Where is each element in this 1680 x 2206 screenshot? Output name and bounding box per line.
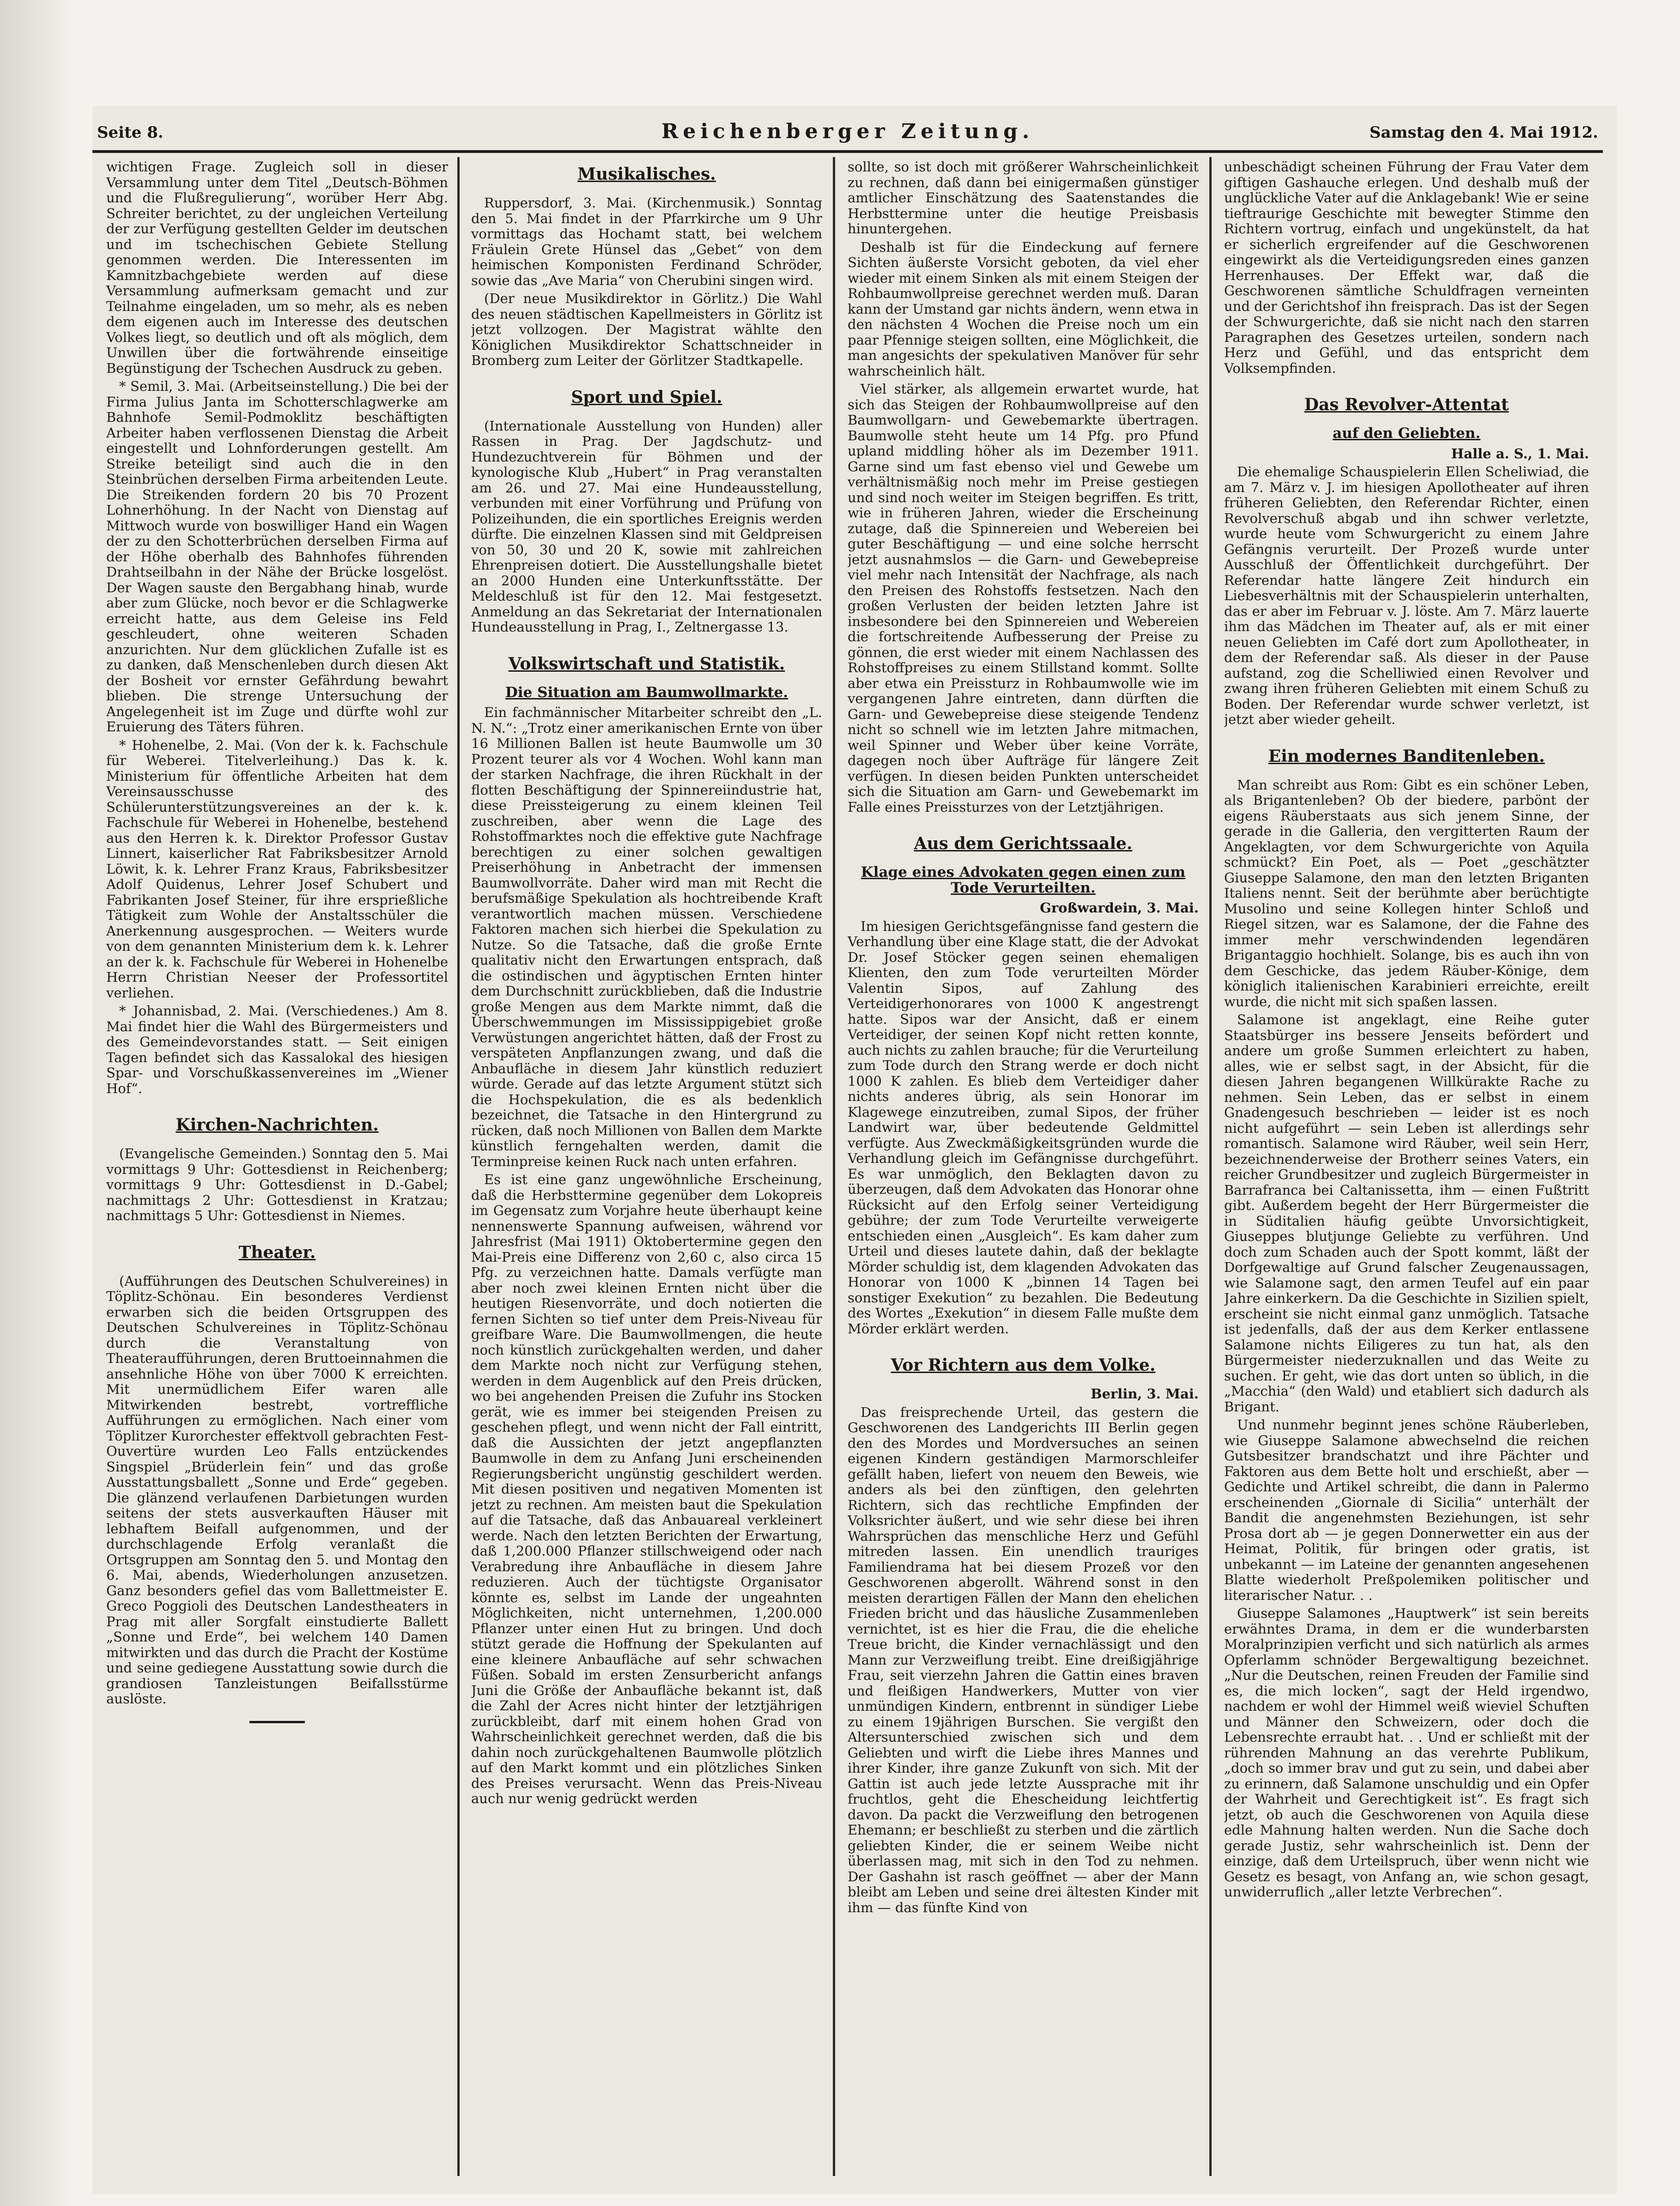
dateline: Halle a. S., 1. Mai.: [1451, 445, 1589, 462]
article-paragraph: Es ist eine ganz ungewöhnliche Erscheinung, daß die Herbsttermine gegenüber dem Lokopreis im Gegensatz zum Vorjahre heute überhaupt keine nennenswerte Spannung aufweisen, während vor Jahresfrist (Mai 1911) Oktobertermine gegen den Mai-Preis eine Differenz von 2,60 c, also circa 15 Pfg. zu verzeichnen hatte. Damals verfügte man aber noch zwei kleinen Ernten nicht über die heutigen Riesenvorräte, und doch notierten die fernen Sichten so tief unter dem Preis-Niveau für greifbare Ware. Die Baumwollmengen, die heute noch künstlich zurückgehalten werden, und daher dem Markte noch nicht zur Verfügung stehen, werden in dem Augenblick auf den Preis drücken, wo bei angehenden Preisen die Zufuhr ins Stocken gerät, wie es immer bei steigenden Preisen zu geschehen pflegt, und wenn nicht der Fall eintritt, daß die Aussichten der jetzt angepflanzten Baumwolle in dem zu Anfang Juni erscheinenden Regierungsbericht ungünstig geschildert werden. Mit diesen positiven und negativen Momenten ist jetzt zu rechnen. Am meisten baut die Spekulation auf die Tatsache, daß das Anbauareal verkleinert werde. Nach den letzten Berichten der Erwartung, daß 1,200.000 Pflanzer stillschweigend oder nach Verabredung ihre Anbaufläche in diesem Jahre reduzieren. Auch der tüchtigste Organisator könnte es, selbst im Lande der ungeahnten Möglichkeiten, nicht unternehmen, 1,200.000 Pflanzer unter einen Hut zu bringen. Und doch stützt gerade die Hoffnung der Spekulanten auf eine kleinere Anbaufläche auf sehr schwachen Füßen. Sobald im ersten Zensurbericht anfangs Juni die Größe der Anbaufläche bekannt ist, daß die Zahl der Acres nicht hinter der letztjährigen zurückbleibt, darf mit einem hohen Grad von Wahrscheinlichkeit gerechnet werden, daß die bis dahin noch zurückgehaltenen Baumwolle plötzlich auf den Markt kommt und ein plötzliches Sinken des Preises verursacht. Wenn das Preis-Niveau auch nur wenig gedrückt werden: [471, 1172, 822, 1806]
subtitle-text: Die Situation am Baumwollmarkte.: [505, 684, 788, 701]
column-4: [1224, 159, 1589, 2174]
section-heading-theater: [106, 1242, 448, 1263]
article-paragraph: Die ehemalige Schauspielerin Ellen Scheliwiad, die am 7. März v. J. im hiesigen Apollotheater auf ihren früheren Geliebten, den Referendar Richter, einen Revolverschuß abgab und ihn schwer verletzte, wurde heute vom Schwurgericht zu einem Jahre Gefängnis verurteilt. Der Prozeß wurde unter Ausschluß der Öffentlichkeit durchgeführt. Der Referendar hatte längere Zeit hindurch ein Liebesverhältnis mit der Schauspielerin unterhalten, das er aber im Februar v. J. löste. Am 7. März lauerte ihm das Mädchen im Theater auf, als er mit einer neuen Geliebten im Café dort zum Apollotheater, in dem der Referendar saß. Als dieser in der Pause aufstand, zog die Schelliwied einen Revolver und zwang ihren früheren Geliebten mit einem Schuß zu Boden. Der Referendar wurde schwer verletzt, ist jetzt aber wieder geheilt.: [1224, 464, 1589, 727]
article-paragraph: * Hohenelbe, 2. Mai. (Von der k. k. Fachschule für Weberei. Titelverleihung.) Das k. k. Ministerium für öffentliche Arbeiten hat dem Vereinsausschusse des Schülerunterstützungsvereines an der k. k. Fachschule für Weberei in Hohenelbe, bestehend aus den Herren k. k. Direktor Professor Gustav Linnert, kaiserlicher Rat Fabriksbesitzer Arnold Löwit, k. k. Lehrer Franz Kraus, Fabriksbesitzer Adolf Quidenus, Lehrer Josef Schubert und Fabrikanten Josef Steiner, für ihre ersprießliche Tätigkeit zum Wohle der Anstaltsschüler die Anerkennung ausgesprochen. — Weiters wurde von dem genannten Ministerium dem k. k. Lehrer an der k. k. Fachschule für Weberei in Hohenelbe Herrn Christian Neeser der Professortitel verliehen.: [106, 737, 448, 1001]
section-title: Musikalisches.: [577, 164, 716, 184]
section-title: Aus dem Gerichtssaale.: [914, 834, 1133, 853]
end-separator: [249, 1721, 305, 1723]
subtitle-text: Klage eines Advokaten gegen einen zum Tode Verurteilten.: [861, 864, 1186, 896]
article-paragraph: sollte, so ist doch mit größerer Wahrscheinlichkeit zu rechnen, daß dann bei einigermaßen günstiger amtlicher Einschätzung des Saatenstandes die Herbsttermine unter die heutige Preisbasis hinuntergehen.: [848, 159, 1199, 237]
article-paragraph: (Aufführungen des Deutschen Schulvereines) in Töplitz-Schönau. Ein besonderes Verdienst erwarben sich die beiden Ortsgruppen des Deutschen Schulvereines in Töplitz-Schönau durch die Veranstaltung von Theateraufführungen, deren Bruttoeinnahmen die ansehnliche Höhe von über 7000 K erreichten. Mit unermüdlichem Eifer waren alle Mitwirkenden bestrebt, vortreffliche Aufführungen zu ermöglichen. Nach einer vom Töplitzer Kurorchester effektvoll gebrachten Fest-Ouvertüre wurden Leo Falls entzückendes Singspiel „Brüderlein fein“ und das große Ausstattungsballett „Sonne und Erde“ gegeben. Die glänzend verlaufenen Darbietungen wurden seitens der stets ausverkauften Häuser mit lebhaftem Beifall aufgenommen, und der durchschlagende Erfolg veranlaßt die Ortsgruppen am Sonntag den 5. und Montag den 6. Mai, abends, Wiederholungen anzusetzen. Ganz besonders gefiel das vom Ballettmeister E. Greco Poggioli des Deutschen Landestheaters in Prag mit aller Sorgfalt einstudierte Ballett „Sonne und Erde“, bei welchem 140 Damen mitwirkten und das durch die Pracht der Kostüme und seine gediegene Ausstattung sowie durch die grandiosen Tanzleistungen Beifallsstürme auslöste.: [106, 1273, 448, 1707]
article-paragraph: unbeschädigt scheinen Führung der Frau Vater dem giftigen Gashauche erlegen. Und deshalb muß der unglückliche Vater auf die Anklagebank! Wie er seine tieftraurige Geschichte mit bewegter Stimme den Richtern vortrug, einfach und ungekünstelt, da hat er sicherlich ergreifender auf die Geschworenen eingewirkt als die Verteidigungsreden eines ganzen Herrenhauses. Der Effekt war, daß die Geschworenen sämtliche Schuldfragen verneinten und der Gerichtshof ihn freisprach. Das ist der Segen der Schwurgerichte, daß sie nicht nach den starren Paragraphen des Gesetzes urteilen, sondern nach Herz und Gefühl, und das entspricht dem Volksempfinden.: [1224, 159, 1589, 376]
article-subtitle: [471, 685, 822, 701]
subtitle-text: auf den Geliebten.: [1332, 425, 1480, 442]
article-paragraph: Ein fachmännischer Mitarbeiter schreibt den „L. N. N.“: „Trotz einer amerikanischen Ernte von über 16 Millionen Ballen ist heute Baumwolle um 30 Prozent teurer als vor 4 Wochen. Wohl kann man der starken Nachfrage, die ihren Rückhalt in der flotten Beschäftigung der Spinnereiindustrie hat, diese Preissteigerung zu einem kleinen Teil zuschreiben, aber wenn die Lage des Rohstoffmarktes noch die effektive gute Nachfrage berechtigen zu einer solchen gewaltigen Preiserhöhung in Anbetracht der immensen Baumwollvorräte. Daher wird man mit Recht die berufsmäßige Spekulation als hochtreibende Kraft verantwortlich machen müssen. Verschiedene Faktoren machen sich hierbei die Spekulation zu Nutze. So die Tatsache, daß die große Ernte qualitativ nicht den Erwartungen entsprach, daß die ostindischen und ägyptischen Ernten hinter dem Durchschnitt zurückblieben, daß die Industrie große Mengen aus dem Markte nimmt, daß die Überschwemmungen im Mississippigebiet große Verwüstungen angerichtet hätten, daß der Frost zu verspäteten Anpflanzungen zwang, und daß die Anbaufläche in diesem Jahr künstlich reduziert würde. Gerade auf das letzte Argument stützt sich die Hochspekulation, die es als bedenklich bezeichnet, die Tatsache in den Hintergrund zu rücken, daß noch Millionen von Ballen dem Markte künstlich ferngehalten werden, damit die Terminpreise keinen Ruck nach unten erfahren.: [471, 705, 822, 1169]
section-title: Sport und Spiel.: [571, 387, 722, 407]
issue-date: Samstag den 4. Mai 1912.: [1369, 123, 1598, 142]
section-title: Kirchen-Nachrichten.: [176, 1115, 379, 1135]
article-paragraph: Viel stärker, als allgemein erwartet wurde, hat sich das Steigen der Rohbaumwollpreise auf den Baumwollgarn- und Gewebemarkte übertragen. Baumwolle steht heute um 14 Pfg. pro Pfund upland middling höher als im Dezember 1911. Garne sind um fast ebenso viel und Gewebe um verhältnismäßig noch mehr im Preise gestiegen und sind noch weiter im Steigen begriffen. Es tritt, wie in früheren Jahren, wieder die Erscheinung zutage, daß die Spinnereien und Webereien bei guter Beschäftigung — und eine solche herrscht jetzt ausnahmslos — die Garn- und Gewebepreise viel mehr nach Intensität der Nachfrage, als nach den Preisen des Rohstoffs festsetzen. Nach den großen Verlusten der beiden letzten Jahre ist insbesondere bei den Spinnereien und Webereien die fortschreitende Aufbesserung der Preise zu gönnen, die erst wieder mit einem Nachlassen des Rohstoffpreises zu einem Stillstand kommt. Sollte aber etwa ein Preissturz in Rohbaumwolle wie im vergangenen Jahre eintreten, dann dürften die Garn- und Gewebepreise diese steigende Tendenz nicht so schnell wie im letzten Jahre mitmachen, weil Spinner und Weber über keine Vorräte, dagegen noch über Aufträge für längere Zeit verfügen. In diesen beiden Punkten unterscheidet sich die Situation am Garn- und Gewebemarkt im Falle eines Preissturzes von der Letztjährigen.: [848, 381, 1199, 815]
section-heading-volkswirtschaft: [471, 654, 822, 674]
section-title: Ein modernes Banditenleben.: [1268, 746, 1545, 766]
section-title: Vor Richtern aus dem Volke.: [891, 1355, 1156, 1375]
article-paragraph: (Internationale Ausstellung von Hunden) aller Rassen in Prag. Der Jagdschutz- und Hundezuchtverein für Böhmen und der kynologische Klub „Hubert“ in Prag veranstalten am 26. und 27. Mai eine Hundeausstellung, verbunden mit einer Vorführung und Prüfung von Polizeihunden, die ein sportliches Ereignis werden dürfte. Die einzelnen Klassen sind mit Geldpreisen von 50, 30 und 20 K, sowie mit zahlreichen Ehrenpreisen dotiert. Die Ausstellungshalle bietet an 2000 Hunden eine Unterkunftsstätte. Der Meldeschluß ist für den 12. Mai festgesetzt. Anmeldung an das Sekretariat der Internationalen Hundeausstellung in Prag, I., Zeltnergasse 13.: [471, 418, 822, 635]
article-paragraph: Und nunmehr beginnt jenes schöne Räuberleben, wie Giuseppe Salamone abwechselnd die reichen Gutsbesitzer brandschatzt und ihre Pächter und Faktoren aus dem Bette holt und erschießt, aber — Gedichte und Artikel schreibt, die dann in Palermo erscheinenden „Giornale di Sicilia“ unterhält der Bandit die angenehmsten Beziehungen, ist sehr Prosa dort ab — je gegen Donnerwetter ein aus der Heimat, Politik, für bringen oder gratis, ist unbekannt — im Lateine der genannten angesehenen Blatte wiederholt Preßpolemiken politischer und literarischer Natur. . .: [1224, 1417, 1589, 1603]
section-title: Theater.: [238, 1242, 316, 1262]
article-paragraph: Man schreibt aus Rom: Gibt es ein schöner Leben, als Brigantenleben? Ob der biedere, parbönt der eigens Räuberstaats aus sich jenem Sinne, der gerade in die Galleria, den vergitterten Raum der Angeklagten, vor dem Schwurgerichte von Aquila schmückt? Ein Poet, als — Poet „geschätzter Giuseppe Salamone, den man den letzten Briganten Italiens nennt. Seit der berühmte aber berüchtigte Musolino und seine Kollegen hinter Schloß und Riegel sitzen, war es Salamone, der die Fahne des immer mehr verschwindenden legendären Brigantaggio hochhielt. Solange, bis es auch ihn von dem Geschicke, das jedem Räuber-Könige, dem königlich italienischen Karabinieri erreichte, ereilt wurde, die nicht mit sich spaßen lassen.: [1224, 777, 1589, 1009]
column-3: [848, 159, 1199, 2174]
section-title: Volkswirtschaft und Statistik.: [508, 654, 785, 674]
page-header: [92, 118, 1603, 153]
column-rule: [1209, 157, 1212, 2176]
column-rule: [833, 157, 835, 2176]
dateline: Großwardein, 3. Mai.: [1040, 900, 1199, 916]
article-paragraph: Das freisprechende Urteil, das gestern die Geschworenen des Landgerichts III Berlin gegen den des Mordes und Mordversuches an seinen eigenen Kindern geständigen Marmorschleifer gefällt haben, liefert von neuem den Beweis, wie anders als bei den zünftigen, den gelehrten Richtern, sich das rechtliche Empfinden der Volksrichter äußert, und wie sehr diese bei ihren Wahrsprüchen das menschliche Herz und Gefühl mitreden lassen. Ein unendlich trauriges Familiendrama hat bei diesem Prozeß vor den Geschworenen abgerollt. Während sonst in den meisten derartigen Fällen der Mann den ehelichen Frieden bricht und das häusliche Zusammenleben vernichtet, ist es hier die Frau, die die eheliche Treue bricht, die Kinder vernachlässigt und den Mann zur Verzweiflung treibt. Eine dreißigjährige Frau, seit vierzehn Jahren die Gattin eines braven und fleißigen Handwerkers, Mutter von vier unmündigen Kindern, entbrennt in sündiger Liebe zu einem 19jährigen Burschen. Sie vergißt den Altersunterschied zwischen sich und dem Geliebten und wirft die Liebe ihres Mannes und ihrer Kinder, ihre ganze Zukunft von sich. Mit der Gattin ist auch jede letzte Aussprache mit ihr fruchtlos, geht die Ehescheidung leichtfertig davon. Da packt die Verzweiflung den betrogenen Ehemann; er beschließt zu sterben und die zärtlich geliebten Kinder, die er seinem Weibe nicht überlassen mag, mit sich in den Tod zu nehmen. Der Gashahn ist rasch geöffnet — aber der Mann bleibt am Leben und seine drei ältesten Kinder mit ihm — das fünfte Kind von: [848, 1404, 1199, 1915]
dateline: Berlin, 3. Mai.: [1091, 1386, 1199, 1402]
column-2: [471, 159, 822, 2174]
article-paragraph: (Evangelische Gemeinden.) Sonntag den 5. Mai vormittags 9 Uhr: Gottesdienst in Reichenberg; vormittags 9 Uhr: Gottesdienst in D.-Gabel; nachmittags 2 Uhr: Gottesdienst in Kratzau; nachmittags 5 Uhr: Gottesdienst in Niemes.: [106, 1146, 448, 1223]
article-paragraph: Deshalb ist für die Eindeckung auf fernere Sichten äußerste Vorsicht geboten, da viel eher wieder mit einem Sinken als mit einem Steigen der Rohbaumwollpreise gerechnet werden muß. Daran kann der Umstand gar nichts ändern, wenn etwa in den nächsten 4 Wochen die Preise noch um ein paar Pfennige steigen sollten, eine Möglichkeit, die man angesichts der spekulativen Manöver für sehr wahrscheinlich hält.: [848, 239, 1199, 379]
scan-margin: [0, 0, 74, 2206]
article-paragraph: * Johannisbad, 2. Mai. (Verschiedenes.) Am 8. Mai findet hier die Wahl des Bürgermeisters und des Gemeindevorstandes statt. — Seit einigen Tagen befindet sich das Kassalokal des hiesigen Spar- und Vorschußkassenvereines im „Wiener Hof“.: [106, 1003, 448, 1096]
article-paragraph: * Semil, 3. Mai. (Arbeitseinstellung.) Die bei der Firma Julius Janta im Schotterschlagwerke am Bahnhofe Semil-Podmoklitz beschäftigten Arbeiter haben verflossenen Dienstag die Arbeit eingestellt und Lohnforderungen gestellt. Am Streike beteiligt sind auch die in den Steinbrüchen derselben Firma arbeitenden Leute. Die Streikenden fordern 20 bis 70 Prozent Lohnerhöhung. In der Nacht von Dienstag auf Mittwoch wurde von boswilliger Hand ein Wagen der zu den Schotterbrüchen derselben Firma auf der Höhe oberhalb des Bahnhofes führenden Drahtseilbahn in der Nähe der Brücke losgelöst. Der Wagen sauste den Bergabhang hinab, wurde aber zum Glücke, noch bevor er die Schlagwerke erreicht hatte, aus dem Geleise ins Feld geschleudert, ohne weiteren Schaden anzurichten. Nur dem glücklichen Zufalle ist es zu danken, daß Menschenleben durch diesen Akt der Bosheit vor ernster Gefährdung bewahrt blieben. Die strenge Untersuchung der Angelegenheit ist im Zuge und dürfte wohl zur Eruierung des Täters führen.: [106, 378, 448, 735]
section-heading-banditen: [1224, 746, 1589, 766]
article-paragraph: Im hiesigen Gerichtsgefängnisse fand gestern die Verhandlung über eine Klage statt, die der Advokat Dr. Josef Stöcker gegen seinen ehemaligen Klienten, den zum Tode verurteilten Mörder Valentin Sipos, auf Zahlung des Verteidigerhonorares von 1000 K angestrengt hatte. Sipos war der Ansicht, daß er einem Verteidiger, der seinen Kopf nicht retten konnte, auch nichts zu zahlen brauche; für die Verurteilung zum Tode durch den Strang werde er doch nicht 1000 K zahlen. Es blieb dem Verteidiger daher nichts anderes übrig, als sein Honorar im Klagewege einzutreiben, zumal Sipos, der früher Landwirt war, über bedeutende Geldmittel verfügte. Aus Zweckmäßigkeitsgründen wurde die Verhandlung gleich im Gefängnisse durchgeführt. Es war unmöglich, den Beklagten davon zu überzeugen, daß dem Advokaten das Honorar ohne Rücksicht auf den Erfolg seiner Verteidigung gebühre; der zum Tode Verurteilte verweigerte entschieden einen „Ausgleich“. Es kam daher zum Urteil und dieses lautete dahin, daß der beklagte Mörder schuldig ist, dem klagenden Advokaten das Honorar von 1000 K „binnen 14 Tagen bei sonstiger Exekution“ zu bezahlen. Die Bedeutung des Wortes „Exekution“ in diesem Falle mußte dem Mörder erklärt werden.: [848, 918, 1199, 1337]
article-paragraph: Giuseppe Salamones „Hauptwerk“ ist sein bereits erwähntes Drama, in dem er die wunderbarsten Moralprinzipien verficht und sich natürlich als armes Opferlamm schnöder Bergewaltigung bezeichnet. „Nur die Deutschen, reinen Freuden der Familie sind es, die mich locken“, sagt der Held irgendwo, nachdem er wohl der Himmel weiß wieviel Schuften und Männer den Schweizern, oder doch die Lebensrechte erraubt hat. . . Und er schließt mit der rührenden Mahnung an das verehrte Publikum, „doch so immer brav und gut zu sein, und dabei aber zu erinnern, daß Salamone unschuldig und ein Opfer der Wahrheit und Gerechtigkeit ist“. Es fragt sich jetzt, ob auch die Geschworenen von Aquila diese edle Mahnung halten werden. Nun die Sache doch gerade Justiz, sehr wahrscheinlich ist. Denn der einzige, daß dem Urteilspruch, über wenn nicht wie Gesetz es besagt, von Anfang an, wie schon gesagt, unwiderruflich „aller letzte Verbrechen“.: [1224, 1605, 1589, 1900]
section-heading-richter: [848, 1355, 1199, 1375]
column-rule: [457, 157, 460, 2176]
section-heading-revolver: [1224, 395, 1589, 415]
section-title: Das Revolver-Attentat: [1304, 395, 1509, 414]
article-paragraph: Ruppersdorf, 3. Mai. (Kirchenmusik.) Sonntag den 5. Mai findet in der Pfarrkirche um 9 Uhr vormittags das Hochamt statt, bei welchem Fräulein Grete Hünsel das „Gebet“ von dem heimischen Komponisten Ferdinand Schröder, sowie das „Ave Maria“ von Cherubini singen wird.: [471, 195, 822, 288]
article-paragraph: wichtigen Frage. Zugleich soll in dieser Versammlung unter dem Titel „Deutsch-Böhmen und die Flußregulierung“, worüber Herr Abg. Schreiter berichtet, zu der ungleichen Verteilung der zur Verfügung gestellten Gelder im deutschen und im tschechischen Gebiete Stellung genommen werden. Die Interessenten im Kamnitzbachgebiete werden auf diese Versammlung aufmerksam gemacht und zur Teilnahme eingeladen, um so mehr, als es neben dem eigenen auch im Interesse des deutschen Volkes liegt, so deutlich und oft als möglich, dem Unwillen über die fortwährende einseitige Begünstigung der Tschechen Ausdruck zu geben.: [106, 159, 448, 376]
section-heading-sport: [471, 387, 822, 407]
article-subtitle: [1224, 426, 1589, 442]
article-paragraph: Salamone ist angeklagt, eine Reihe guter Staatsbürger ins bessere Jenseits befördert und andere um große Summen erleichtert zu haben, alles, wie er selbst sagt, in der Absicht, für die diesen Jahren begangenen Willkürakte Rache zu nehmen. Sein Leben, das er selbst in einem Gnadengesuch beschrieben — leider ist es noch nicht aufgeführt — sein Leben ist allerdings sehr romantisch. Salamone wird Räuber, weil sein Herr, bezeichnenderweise der Brotherr seines Vaters, ein reicher Grundbesitzer und zugleich Bürgermeister in Barrafranca bei Caltanissetta, ihm — einen Fußtritt gibt. Außerdem begeht der Herr Bürgermeister die in Süditalien häufig geübte Unvorsichtigkeit, Giuseppes blutjunge Geliebte zu verführen. Und doch zum Schaden auch der Spott kommt, läßt der Dorfgewaltige auf Grund falscher Zeugenaussagen, wie Salamone sagt, den armen Teufel auf ein paar Jahre einkerkern. Da die Geschichte in Sizilien spielt, erscheint sie nicht einmal ganz unmöglich. Tatsache ist jedenfalls, daß der aus dem Kerker entlassene Salamone nichts Eiligeres zu tun hat, als den Bürgermeister niederzuknallen und das Weite zu suchen. Er geht, wie das dort unten so üblich, in die „Macchia“ (den Wald) und etabliert sich dadurch als Brigant.: [1224, 1012, 1589, 1415]
section-heading-musik: [471, 164, 822, 184]
column-1: [106, 159, 448, 2174]
newspaper-title: Reichenberger Zeitung.: [661, 120, 1034, 143]
article-subtitle: [848, 865, 1199, 896]
article-paragraph: (Der neue Musikdirektor in Görlitz.) Die Wahl des neuen städtischen Kapellmeisters in Görlitz ist jetzt vollzogen. Der Magistrat wählte den Königlichen Musikdirektor Schattschneider in Bromberg zum Leiter der Görlitzer Stadtkapelle.: [471, 291, 822, 368]
page-number: Seite 8.: [97, 123, 164, 142]
section-heading-kirchen: [106, 1115, 448, 1135]
section-heading-gericht: [848, 833, 1199, 854]
